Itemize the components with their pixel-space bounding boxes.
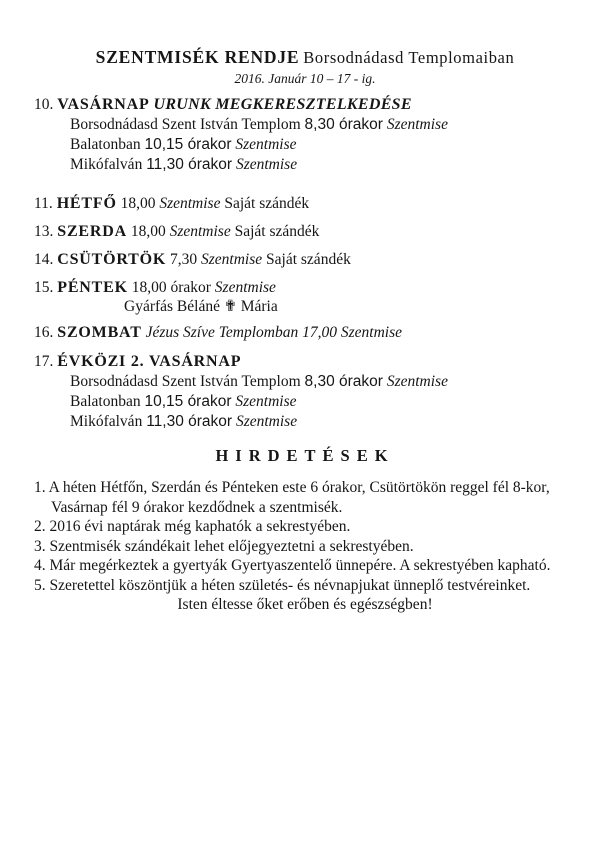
memorial-for: Mária (240, 298, 278, 315)
mass-place: Mikófalván (70, 156, 143, 173)
mass-time: 10,15 órakor (144, 136, 232, 153)
announcement-item (34, 517, 576, 537)
announcement-item (34, 478, 576, 517)
day-number: 14. (34, 251, 54, 268)
mass-label: Szentmise (235, 136, 297, 153)
mass-line (34, 135, 576, 155)
schedule-item-10 (34, 94, 576, 175)
mass-label: Szentmise (386, 116, 448, 133)
day-name: VASÁRNAP (57, 96, 150, 113)
schedule-item-15 (34, 278, 576, 298)
mass-place: Borsodnádasd Szent István Templom (70, 373, 301, 390)
mass-label: Szentmise (169, 223, 231, 240)
mass-line (34, 392, 576, 412)
schedule-item-11 (34, 194, 576, 214)
day-number: 15. (34, 279, 54, 296)
day-number: 17. (34, 353, 54, 370)
announcement-number: 4. (34, 557, 46, 574)
mass-label: Szentmise (235, 156, 298, 173)
mass-place: Balatonban (70, 393, 141, 410)
mass-label: Szentmise (159, 195, 221, 212)
mass-detail: Jézus Szíve Templomban 17,00 Szentmise (145, 324, 403, 341)
announcement-text: Már megérkeztek a gyertyák Gyertyaszentelő ünnepére. A sekrestyében kapható. (49, 557, 551, 574)
feast-name: URUNK MEGKERESZTELKEDÉSE (153, 96, 412, 113)
mass-label: Szentmise (235, 413, 298, 430)
announcement-number: 3. (34, 537, 46, 555)
announcement-number: 1. (34, 479, 46, 496)
day-name: PÉNTEK (57, 279, 128, 296)
memorial-line (34, 298, 576, 315)
closing-blessing: Isten éltesse őket erőben és egészségben! (177, 596, 433, 613)
day-number: 11. (34, 195, 53, 212)
mass-time: 11,30 órakor (146, 156, 233, 173)
mass-time: 8,30 órakor (304, 116, 383, 133)
document-header (34, 46, 576, 70)
mass-time: 18,00 (120, 195, 156, 212)
mass-time: 18,00 órakor (131, 279, 211, 296)
mass-intent: Saját szándék (224, 195, 310, 212)
day-name: ÉVKÖZI 2. VASÁRNAP (57, 353, 242, 370)
memorial-name: Gyárfás Béláné (124, 298, 220, 315)
mass-time: 10,15 órakor (144, 393, 232, 410)
mass-schedule (34, 94, 576, 432)
day-number: 13. (34, 223, 54, 240)
schedule-item-14 (34, 250, 576, 270)
mass-label: Szentmise (235, 393, 297, 410)
mass-time: 18,00 (130, 223, 166, 240)
mass-time: 7,30 (170, 251, 198, 268)
document-title-location: Borsodnádasd Templomaiban (303, 48, 515, 67)
mass-intent: Saját szándék (266, 251, 351, 268)
mass-line (34, 372, 576, 392)
mass-intent: Saját szándék (234, 223, 320, 240)
day-name: SZERDA (57, 223, 127, 240)
announcement-text: A héten Hétfőn, Szerdán és Pénteken este 6 órakor, Csütörtökön reggel fél 8-kor, Vasárnap fél 9 órakor kezdődnek a szentmisék. (48, 479, 550, 516)
announcement-item (34, 576, 576, 596)
announcement-text: Szeretettel köszöntjük a héten születés- és névnapjukat ünneplő testvéreinket. (49, 576, 531, 594)
announcement-item (34, 556, 576, 576)
document-title: SZENTMISÉK RENDJE (95, 47, 300, 67)
mass-place: Mikófalván (70, 413, 143, 430)
day-name: CSÜTÖRTÖK (57, 251, 167, 268)
day-number: 16. (34, 324, 54, 341)
mass-line (34, 155, 576, 175)
announcement-number: 2. (34, 518, 46, 535)
mass-label: Szentmise (214, 279, 276, 296)
schedule-item-17 (34, 351, 576, 432)
mass-label: Szentmise (201, 251, 263, 268)
mass-line (34, 115, 576, 135)
mass-time: 11,30 órakor (146, 413, 233, 430)
day-name: HÉTFŐ (56, 195, 117, 212)
announcements-section (34, 445, 576, 615)
announcement-item (34, 537, 576, 557)
announcements-heading: HIRDETÉSEK (215, 446, 395, 465)
schedule-item-heading (34, 351, 576, 372)
mass-place: Borsodnádasd Szent István Templom (70, 116, 301, 133)
mass-time: 8,30 órakor (304, 373, 383, 390)
mass-label: Szentmise (386, 373, 448, 390)
schedule-item-13 (34, 222, 576, 242)
announcement-text: 2016 évi naptárak még kaphatók a sekrestyében. (49, 518, 351, 535)
day-name: SZOMBAT (57, 324, 142, 341)
mass-line (34, 412, 576, 432)
announcement-text: Szentmisék szándékait lehet előjegyeztetni a sekrestyében. (49, 537, 414, 555)
announcement-number: 5. (34, 576, 46, 594)
schedule-item-16 (34, 323, 576, 343)
date-range: 2016. Január 10 – 17 - ig. (234, 71, 376, 86)
memorial-cross-icon: ✟ (223, 298, 237, 315)
schedule-item-heading (34, 94, 576, 115)
day-number: 10. (34, 96, 54, 113)
mass-place: Balatonban (70, 136, 141, 153)
